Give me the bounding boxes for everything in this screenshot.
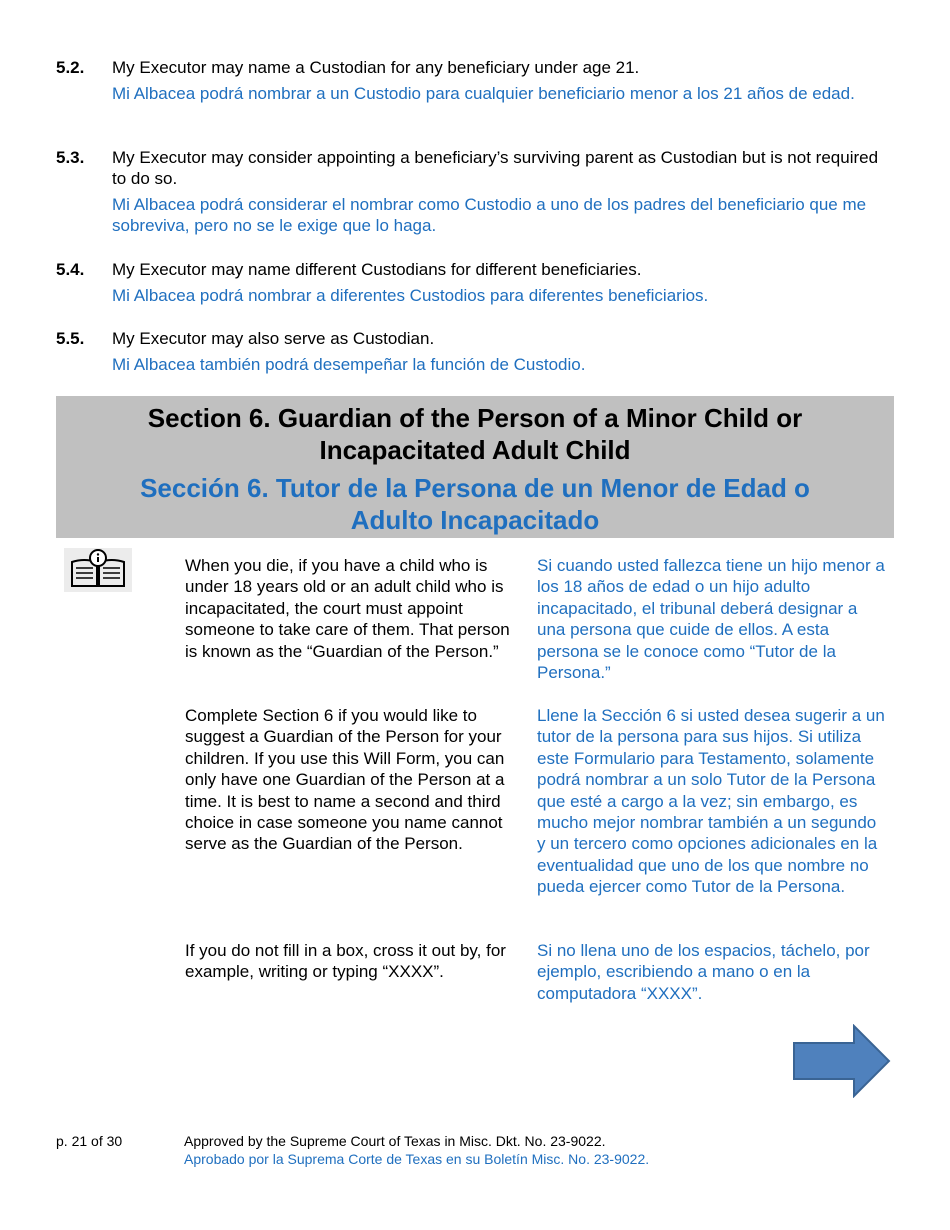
item-5-4 [56, 259, 896, 306]
next-page-arrow-icon[interactable] [792, 1024, 892, 1098]
item-number: 5.3. [56, 148, 85, 167]
info-book-icon [64, 548, 132, 592]
guardian-intro-es: Si cuando usted fallezca tiene un hijo menor a los 18 años de edad o un hijo adulto incapacitado, el tribunal deberá designar a una persona que cuide de ellos. A esta persona se le conoce como “Tutor de la Persona.” [537, 556, 885, 683]
cross-out-es: Si no llena uno de los espacios, táchelo, por ejemplo, escribiendo a mano o en la computadora “XXXX”. [537, 941, 870, 1003]
item-text-en: My Executor may name different Custodians for different beneficiaries. [112, 260, 642, 279]
item-text-es: Mi Albacea podrá considerar el nombrar como Custodio a uno de los padres del beneficiario que me sobreviva, pero no se le exige que lo haga. [112, 195, 867, 235]
item-text-en: My Executor may consider appointing a beneficiary’s surviving parent as Custodian but is not required to do so. [112, 148, 879, 188]
complete-section-en: Complete Section 6 if you would like to suggest a Guardian of the Person for your children. If you use this Will Form, you can only have one Guardian of the Person at a time. It is best to name a second and third choice in case someone you name cannot serve as the Guardian of the Person. [185, 706, 505, 854]
section-title-es: Sección 6. Tutor de la Persona de un Menor de Edad o Adulto Incapacitado [140, 473, 810, 535]
approval-note-en: Approved by the Supreme Court of Texas in Misc. Dkt. No. 23-9022. [184, 1133, 606, 1149]
item-number: 5.2. [56, 58, 85, 77]
section-title-en: Section 6. Guardian of the Person of a Minor Child or Incapacitated Adult Child [147, 403, 803, 465]
section-6-header [56, 396, 894, 538]
item-text-en: My Executor may also serve as Custodian. [112, 329, 435, 348]
item-5-3 [56, 147, 896, 236]
guardian-intro-en: When you die, if you have a child who is under 18 years old or an adult child who is incapacitated, the court must appoint someone to take care of them. That person is known as the “Guardian of the Person.” [185, 556, 510, 661]
item-text-es: Mi Albacea también podrá desempeñar la función de Custodio. [112, 355, 586, 374]
item-text-es: Mi Albacea podrá nombrar a un Custodio para cualquier beneficiario menor a los 21 años de edad. [112, 84, 855, 103]
approval-note [184, 1132, 649, 1168]
item-text-es: Mi Albacea podrá nombrar a diferentes Custodios para diferentes beneficiarios. [112, 286, 709, 305]
complete-section-es: Llene la Sección 6 si usted desea sugerir a un tutor de la persona para sus hijos. Si utiliza este Formulario para Testamento, solamente podrá nombrar a un solo Tutor de la Persona que esté a cargo a la vez; sin embargo, es mucho mejor nombrar también a un segundo y un tercero como opciones adicionales en la eventualidad que uno de los que nombre no pueda ejercer como Tutor de la Persona. [537, 706, 885, 897]
item-number: 5.5. [56, 329, 85, 348]
approval-note-es: Aprobado por la Suprema Corte de Texas en su Boletín Misc. No. 23-9022. [184, 1151, 650, 1167]
item-number: 5.4. [56, 260, 85, 279]
item-5-5 [56, 328, 896, 375]
page-number: p. 21 of 30 [56, 1133, 123, 1149]
item-text-en: My Executor may name a Custodian for any beneficiary under age 21. [112, 58, 640, 77]
item-5-2 [56, 57, 896, 104]
cross-out-en: If you do not fill in a box, cross it out by, for example, writing or typing “XXXX”. [185, 941, 506, 982]
